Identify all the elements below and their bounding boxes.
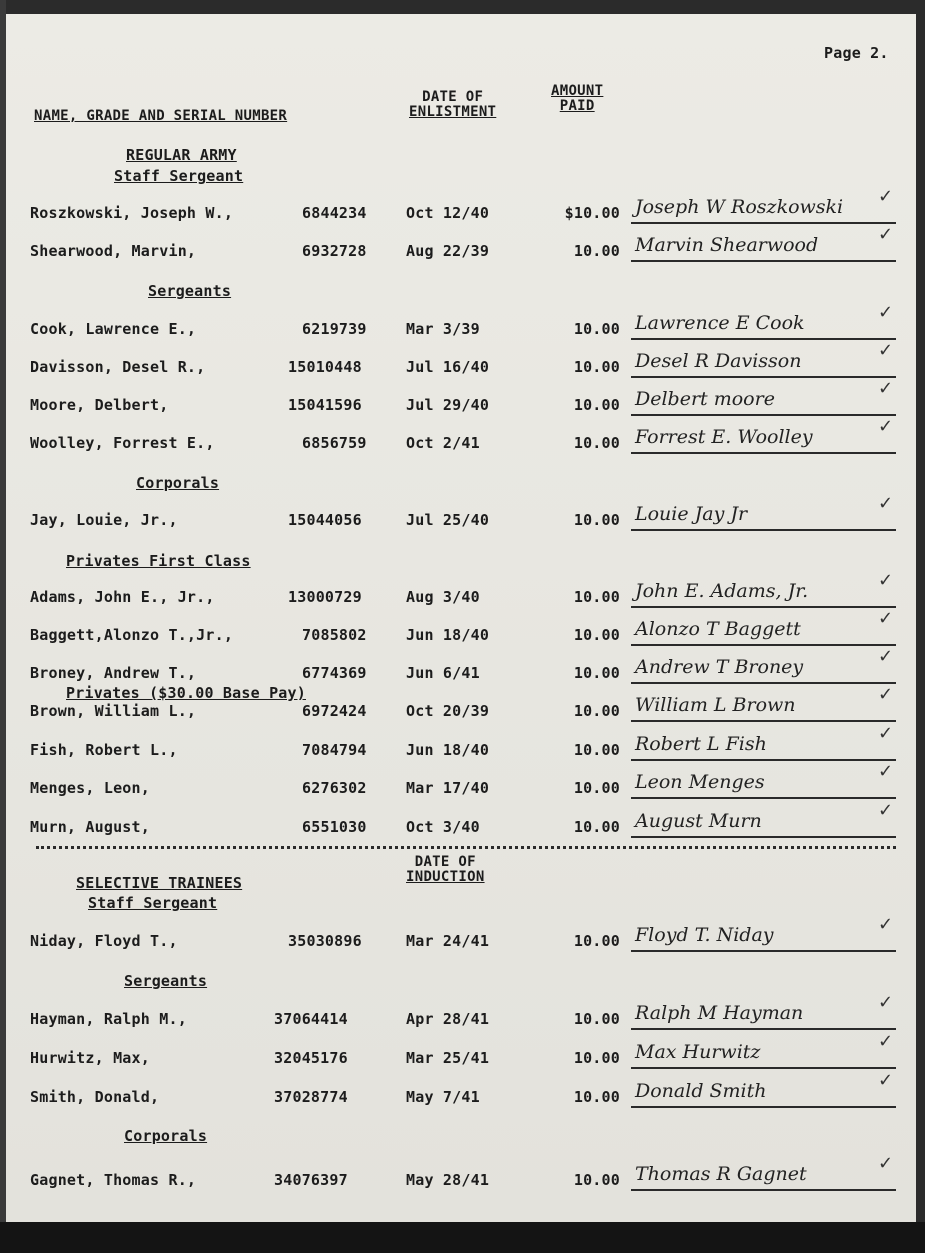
check-mark-icon: ✓ [878,378,894,399]
signature-line [631,682,896,684]
signature-line [631,797,896,799]
amount-paid: 10.00 [573,1088,620,1106]
header-amount-paid [551,84,603,114]
check-mark-icon: ✓ [878,302,894,323]
check-mark-icon: ✓ [878,608,894,629]
signature-line [631,950,896,952]
check-mark-icon: ✓ [878,1153,894,1174]
serial-number: 15010448 [288,358,362,376]
soldier-name: Gagnet, Thomas R., [30,1171,197,1189]
signature-line [631,644,896,646]
serial-number: 13000729 [288,588,362,606]
date: May 28/41 [406,1171,490,1189]
amount-paid: 10.00 [573,664,620,682]
soldier-name: Murn, August, [30,818,150,836]
signature: Ralph M Hayman [635,1002,804,1024]
header-date-of-induction [406,855,485,885]
amount-paid: 10.00 [573,588,620,606]
serial-number: 7085802 [302,626,367,644]
date: Mar 25/41 [406,1049,490,1067]
signature: August Murn [635,810,762,832]
amount-paid: $10.00 [564,204,620,222]
check-mark-icon: ✓ [878,761,894,782]
amount-paid: 10.00 [573,396,620,414]
serial-number: 6844234 [302,204,367,222]
check-mark-icon: ✓ [878,1031,894,1052]
signature: William L Brown [635,694,796,716]
check-mark-icon: ✓ [878,340,894,361]
check-mark-icon: ✓ [878,186,894,207]
signature: Leon Menges [635,771,765,793]
soldier-name: Smith, Donald, [30,1088,160,1106]
date: Jul 16/40 [406,358,490,376]
date: Mar 24/41 [406,932,490,950]
serial-number: 32045176 [274,1049,348,1067]
amount-paid: 10.00 [573,626,620,644]
scan-bottom-edge [0,1222,925,1253]
date: Oct 20/39 [406,702,490,720]
date: Oct 12/40 [406,204,490,222]
signature: Thomas R Gagnet [635,1163,807,1185]
section-divider [36,846,896,849]
signature-line [631,376,896,378]
serial-number: 15044056 [288,511,362,529]
soldier-name: Hayman, Ralph M., [30,1010,187,1028]
serial-number: 15041596 [288,396,362,414]
serial-number: 34076397 [274,1171,348,1189]
date: Aug 3/40 [406,588,480,606]
signature-line [631,529,896,531]
serial-number: 6932728 [302,242,367,260]
header-enlist-line1: DATE OF [422,89,484,105]
amount-paid: 10.00 [573,741,620,759]
header-induct-line2: INDUCTION [406,869,485,885]
check-mark-icon: ✓ [878,493,894,514]
soldier-name: Roszkowski, Joseph W., [30,204,234,222]
header-enlist-line2: ENLISTMENT [409,104,497,120]
serial-number: 6774369 [302,664,367,682]
soldier-name: Woolley, Forrest E., [30,434,215,452]
soldier-name: Adams, John E., Jr., [30,588,215,606]
check-mark-icon: ✓ [878,570,894,591]
signature: Forrest E. Woolley [635,426,813,448]
signature-line [631,222,896,224]
signature-line [631,1189,896,1191]
signature-line [631,414,896,416]
grade-sergeants: Sergeants [148,282,232,300]
signature: John E. Adams, Jr. [635,580,809,602]
section-selective-trainees: SELECTIVE TRAINEES [76,874,243,892]
serial-number: 35030896 [288,932,362,950]
signature: Lawrence E Cook [635,312,805,334]
signature-line [631,338,896,340]
soldier-name: Brown, William L., [30,702,197,720]
amount-paid: 10.00 [573,320,620,338]
check-mark-icon: ✓ [878,416,894,437]
date: May 7/41 [406,1088,480,1106]
date: Jun 18/40 [406,626,490,644]
signature-line [631,452,896,454]
signature-line [631,720,896,722]
amount-paid: 10.00 [573,779,620,797]
amount-paid: 10.00 [573,242,620,260]
header-name-grade-serial: NAME, GRADE AND SERIAL NUMBER [34,108,288,124]
amount-paid: 10.00 [573,932,620,950]
signature: Louie Jay Jr [635,503,748,525]
header-amount-line1: AMOUNT [551,83,604,99]
amount-paid: 10.00 [573,434,620,452]
payroll-page [6,14,916,1222]
serial-number: 6856759 [302,434,367,452]
check-mark-icon: ✓ [878,723,894,744]
amount-paid: 10.00 [573,1049,620,1067]
grade-staff-sergeant-trainees: Staff Sergeant [88,894,218,912]
signature: Alonzo T Baggett [635,618,801,640]
signature: Donald Smith [635,1080,767,1102]
amount-paid: 10.00 [573,511,620,529]
amount-paid: 10.00 [573,702,620,720]
signature: Delbert moore [635,388,775,410]
date: Apr 28/41 [406,1010,490,1028]
soldier-name: Hurwitz, Max, [30,1049,150,1067]
signature-line [631,836,896,838]
soldier-name: Broney, Andrew T., [30,664,197,682]
signature: Joseph W Roszkowski [635,196,844,218]
date: Jul 25/40 [406,511,490,529]
date: Oct 2/41 [406,434,480,452]
grade-privates-base-pay: Privates ($30.00 Base Pay) [66,684,306,702]
date: Jul 29/40 [406,396,490,414]
grade-sergeants-trainees: Sergeants [124,972,208,990]
check-mark-icon: ✓ [878,914,894,935]
soldier-name: Jay, Louie, Jr., [30,511,178,529]
serial-number: 6972424 [302,702,367,720]
signature-line [631,1067,896,1069]
page-number: Page 2. [824,44,889,62]
grade-corporals-trainees: Corporals [124,1127,208,1145]
soldier-name: Menges, Leon, [30,779,150,797]
header-date-of-enlistment [409,90,496,120]
signature: Desel R Davisson [635,350,802,372]
soldier-name: Fish, Robert L., [30,741,178,759]
check-mark-icon: ✓ [878,992,894,1013]
check-mark-icon: ✓ [878,224,894,245]
grade-privates-first-class: Privates First Class [66,552,251,570]
amount-paid: 10.00 [573,818,620,836]
header-induct-line1: DATE OF [414,854,476,870]
soldier-name: Niday, Floyd T., [30,932,178,950]
serial-number: 7084794 [302,741,367,759]
signature: Andrew T Broney [635,656,804,678]
serial-number: 6276302 [302,779,367,797]
date: Mar 3/39 [406,320,480,338]
check-mark-icon: ✓ [878,646,894,667]
signature-line [631,1028,896,1030]
date: Aug 22/39 [406,242,490,260]
soldier-name: Shearwood, Marvin, [30,242,197,260]
date: Jun 6/41 [406,664,480,682]
serial-number: 6219739 [302,320,367,338]
check-mark-icon: ✓ [878,1070,894,1091]
grade-staff-sergeant: Staff Sergeant [114,167,244,185]
serial-number: 37064414 [274,1010,348,1028]
soldier-name: Davisson, Desel R., [30,358,206,376]
date: Mar 17/40 [406,779,490,797]
serial-number: 37028774 [274,1088,348,1106]
amount-paid: 10.00 [573,358,620,376]
date: Oct 3/40 [406,818,480,836]
amount-paid: 10.00 [573,1171,620,1189]
section-regular-army: REGULAR ARMY [126,146,237,164]
signature-line [631,759,896,761]
soldier-name: Cook, Lawrence E., [30,320,197,338]
signature: Max Hurwitz [635,1041,761,1063]
grade-corporals: Corporals [136,474,220,492]
serial-number: 6551030 [302,818,367,836]
signature-line [631,606,896,608]
amount-paid: 10.00 [573,1010,620,1028]
signature: Floyd T. Niday [635,924,774,946]
check-mark-icon: ✓ [878,684,894,705]
check-mark-icon: ✓ [878,800,894,821]
date: Jun 18/40 [406,741,490,759]
soldier-name: Moore, Delbert, [30,396,169,414]
soldier-name: Baggett,Alonzo T.,Jr., [30,626,234,644]
signature: Marvin Shearwood [635,234,819,256]
signature-line [631,1106,896,1108]
signature: Robert L Fish [635,733,767,755]
header-amount-line2: PAID [559,98,595,114]
signature-line [631,260,896,262]
